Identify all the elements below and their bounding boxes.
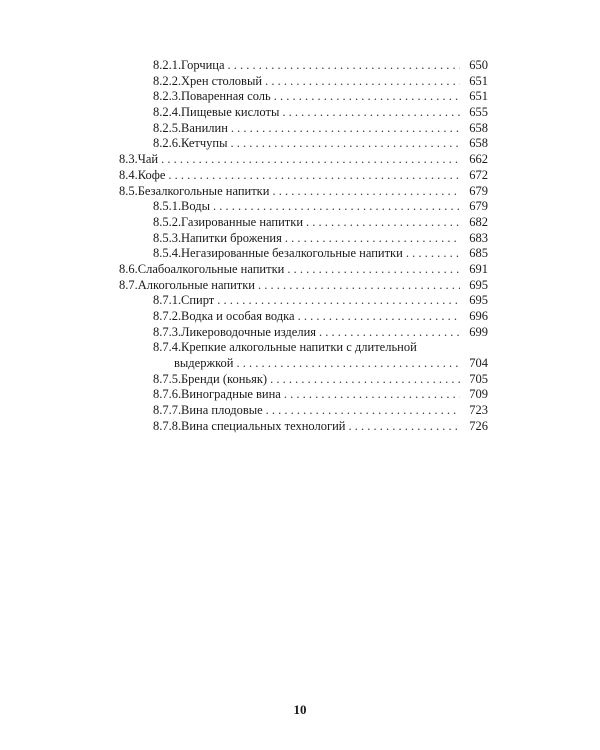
toc-entry-title: Виноградные вина <box>181 387 281 402</box>
toc-entry-number: 8.7.3. <box>153 324 182 339</box>
toc-entry-title: Поваренная соль <box>181 89 271 104</box>
toc-entry[interactable] <box>0 278 600 294</box>
toc-entry-line <box>119 152 488 168</box>
toc-entry-page: 683 <box>469 230 488 245</box>
toc-entry-number: 8.7.1. <box>153 293 182 308</box>
toc-entry-line <box>153 403 488 419</box>
toc-entry-number: 8.2.1. <box>153 58 182 72</box>
toc-entry-page: 682 <box>469 214 488 229</box>
toc-entry-number: 8.2.4. <box>153 105 182 120</box>
toc-entry[interactable] <box>0 387 600 403</box>
toc-entry[interactable] <box>0 340 600 356</box>
toc-entry[interactable] <box>0 231 600 247</box>
toc-entry-line <box>153 215 488 231</box>
dot-leader <box>287 262 460 278</box>
toc-entry-page: 655 <box>469 105 488 120</box>
toc-entry-page: 695 <box>469 293 488 308</box>
toc-entry[interactable] <box>0 58 600 74</box>
toc-entry-title: Бренди (коньяк) <box>181 371 268 386</box>
toc-entry-page: 726 <box>469 418 488 433</box>
toc-entry[interactable] <box>0 168 600 184</box>
toc-entry-line <box>153 231 488 247</box>
toc-entry-line <box>153 419 488 435</box>
toc-entry-title: Негазированные безалкогольные напитки <box>181 246 403 261</box>
toc-entry[interactable] <box>0 372 600 388</box>
dot-leader <box>285 231 460 247</box>
toc-entry[interactable] <box>0 262 600 278</box>
dot-leader <box>282 105 460 121</box>
toc-entry-line <box>153 89 488 105</box>
toc-entry[interactable] <box>0 136 600 152</box>
toc-entry[interactable] <box>0 215 600 231</box>
toc-entry[interactable] <box>0 152 600 168</box>
toc-entry-line <box>119 262 488 278</box>
toc-entry-title: Вина плодовые <box>181 403 263 418</box>
toc-entry-number: 8.7. <box>119 277 138 292</box>
toc-entry-number: 8.3. <box>119 152 138 167</box>
toc-entry-number: 8.5.2. <box>153 214 182 229</box>
toc-entry-page: 658 <box>469 136 488 151</box>
toc-entry-title: Хрен столовый <box>181 73 263 88</box>
toc-entry-page: 662 <box>469 152 488 167</box>
dot-leader <box>284 387 460 403</box>
toc-entry-page: 696 <box>469 309 488 323</box>
toc-entry-number: 8.2.2. <box>153 73 182 88</box>
toc-entry-line <box>119 278 488 294</box>
toc-entry-page: 704 <box>469 356 488 371</box>
toc-entry-number: 8.5.3. <box>153 230 182 245</box>
toc-entry-line <box>153 293 488 309</box>
toc-entry-number: 8.7.4. <box>153 340 182 355</box>
dot-leader <box>272 184 460 200</box>
toc-entry[interactable] <box>0 105 600 121</box>
toc-entry[interactable] <box>0 246 600 262</box>
toc-entry-title: Водка и особая водка <box>181 309 295 323</box>
toc-entry-number: 8.7.5. <box>153 371 182 386</box>
toc-entry-line <box>153 340 488 356</box>
toc-entry-line <box>153 121 488 137</box>
toc-entry[interactable] <box>0 89 600 105</box>
toc-entry-line <box>153 105 488 121</box>
dot-leader <box>217 293 460 309</box>
toc-entry-title: Ликероводочные изделия <box>181 324 317 339</box>
toc-entry-title: Ванилин <box>181 120 228 135</box>
toc-entry-line <box>153 246 488 262</box>
toc-entry-page: 672 <box>469 167 488 182</box>
toc-entry-line <box>119 184 488 200</box>
toc-entry-title: Спирт <box>181 293 215 308</box>
toc-entry-number: 8.2.5. <box>153 120 182 135</box>
dot-leader <box>266 403 460 419</box>
toc-entry[interactable] <box>0 419 600 435</box>
toc-entry-title: Воды <box>181 199 210 214</box>
toc-entry-number: 8.7.7. <box>153 403 182 418</box>
toc-entry-line <box>153 58 488 74</box>
toc-entry-page: 679 <box>469 199 488 214</box>
toc-entry-number: 8.7.2. <box>153 309 182 323</box>
toc-entry-line <box>153 136 488 152</box>
dot-leader <box>236 356 460 372</box>
toc-entry-number: 8.6. <box>119 261 138 276</box>
toc-entry[interactable] <box>0 293 600 309</box>
toc-entry-title: Безалкогольные напитки <box>137 183 270 198</box>
dot-leader <box>348 419 460 435</box>
dot-leader <box>231 121 460 137</box>
toc-entry-title: Кофе <box>137 167 166 182</box>
toc-entry-line <box>153 387 488 403</box>
toc-entry[interactable] <box>0 74 600 90</box>
dot-leader <box>319 325 460 341</box>
toc-entry-line <box>174 356 488 372</box>
toc-entry[interactable] <box>0 356 600 372</box>
dot-leader <box>228 58 460 74</box>
toc-entry-page: 651 <box>469 73 488 88</box>
toc-entry-title: Пищевые кислоты <box>181 105 280 120</box>
dot-leader <box>270 372 460 388</box>
toc-entry-line <box>153 372 488 388</box>
toc-entry[interactable] <box>0 184 600 200</box>
toc-entry-page: 658 <box>469 120 488 135</box>
toc-entry[interactable] <box>0 199 600 215</box>
toc-entry-page: 679 <box>469 183 488 198</box>
toc-entry-number: 8.7.6. <box>153 387 182 402</box>
toc-entry-page: 709 <box>469 387 488 402</box>
dot-leader <box>406 246 460 262</box>
toc-entry-page: 695 <box>469 277 488 292</box>
toc-entry-title: Горчица <box>181 58 225 72</box>
toc-entry-number: 8.5.4. <box>153 246 182 261</box>
toc-entry-title: Вина специальных технологий <box>181 418 346 433</box>
toc-entry[interactable] <box>0 121 600 137</box>
toc-entry-page: 685 <box>469 246 488 261</box>
toc-entry[interactable] <box>0 325 600 341</box>
page-number: 10 <box>293 702 307 717</box>
toc-entry-line <box>153 325 488 341</box>
toc-entry-title: Слабоалкогольные напитки <box>137 261 285 276</box>
toc-entry-title: Газированные напитки <box>181 214 304 229</box>
toc-entry-page: 705 <box>469 371 488 386</box>
toc-entry-title: Алкогольные напитки <box>137 277 255 292</box>
toc-entry-page: 651 <box>469 89 488 104</box>
toc-entry-line <box>153 309 488 325</box>
dot-leader <box>274 89 460 105</box>
toc-entry-title: выдержкой <box>174 356 234 371</box>
toc-entry-number: 8.7.8. <box>153 418 182 433</box>
dot-leader <box>161 152 460 168</box>
toc-entry-line <box>153 74 488 90</box>
table-of-contents <box>0 58 600 435</box>
dot-leader <box>298 309 460 325</box>
toc-entry-title: Напитки брожения <box>181 230 282 245</box>
toc-entry[interactable] <box>0 403 600 419</box>
toc-entry-page: 691 <box>469 261 488 276</box>
toc-entry[interactable] <box>0 309 600 325</box>
toc-entry-number: 8.5.1. <box>153 199 182 214</box>
toc-entry-line <box>119 168 488 184</box>
dot-leader <box>306 215 460 231</box>
dot-leader <box>265 74 460 90</box>
dot-leader <box>168 168 460 184</box>
toc-entry-page: 723 <box>469 403 488 418</box>
toc-entry-number: 8.4. <box>119 167 138 182</box>
toc-entry-number: 8.5. <box>119 183 138 198</box>
toc-entry-title: Кетчупы <box>181 136 228 151</box>
toc-entry-number: 8.2.3. <box>153 89 182 104</box>
toc-entry-title: Чай <box>137 152 159 167</box>
toc-entry-title: Крепкие алкогольные напитки с длительной <box>181 340 417 355</box>
dot-leader <box>213 199 460 215</box>
toc-entry-number: 8.2.6. <box>153 136 182 151</box>
dot-leader <box>258 278 460 294</box>
dot-leader <box>231 136 461 152</box>
toc-entry-page: 650 <box>469 58 488 72</box>
toc-entry-page: 699 <box>469 324 488 339</box>
toc-entry-line <box>153 199 488 215</box>
